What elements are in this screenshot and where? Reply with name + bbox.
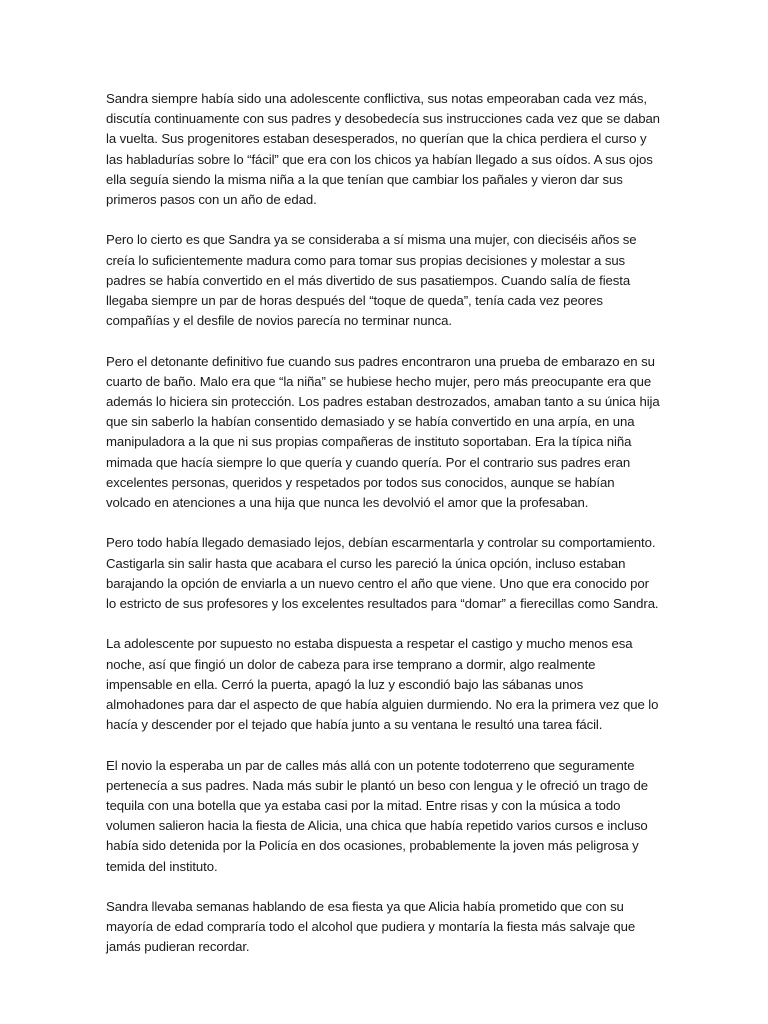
paragraph-7: Sandra llevaba semanas hablando de esa fiesta ya que Alicia había prometido que con su mayoría de edad compraría todo el alcohol que pudiera y montaría la fiesta más salvaje que jamás pudieran recordar. bbox=[106, 899, 636, 955]
document-body bbox=[106, 89, 661, 978]
paragraph-4: Pero todo había llegado demasiado lejos, debían escarmentarla y controlar su comportamiento. Castigarla sin salir hasta que acabara el curso les pareció la única opción, incluso estaban barajando la opción de enviarla a un nuevo centro el año que viene. Uno que era conocido por lo estricto de sus profesores y los excelentes resultados para “domar” a fierecillas como Sandra. bbox=[106, 535, 659, 612]
paragraph-6: El novio la esperaba un par de calles más allá con un potente todoterreno que seguramente pertenecía a sus padres. Nada más subir le plantó un beso con lengua y le ofreció un trago de tequila con una botella que ya estaba casi por la mitad. Entre risas y con la música a todo volumen salieron hacia la fiesta de Alicia, una chica que había repetido varios cursos e incluso había sido detenida por la Policía en dos ocasiones, probablemente la joven más peligrosa y temida del instituto. bbox=[106, 757, 648, 874]
paragraph-2: Pero lo cierto es que Sandra ya se consideraba a sí misma una mujer, con dieciséis años se creía lo suficientemente madura como para tomar sus propias decisiones y molestar a sus padres se había convertido en el más divertido de sus pasatiempos. Cuando salía de fiesta llegaba siempre un par de horas después del “toque de queda”, tenía cada vez peores compañías y el desfile de novios parecía no terminar nunca. bbox=[106, 232, 637, 329]
paragraph-3: Pero el detonante definitivo fue cuando sus padres encontraron una prueba de embarazo en su cuarto de baño. Malo era que “la niña” se hubiese hecho mujer, pero más preocupante era que además lo hiciera sin protección. Los padres estaban destrozados, amaban tanto a su única hija que sin saberlo la habían consentido demasiado y se había convertido en una arpía, en una manipuladora a la que ni sus propias compañeras de instituto soportaban. Era la típica niña mimada que hacía siempre lo que quería y cuando quería. Por el contrario sus padres eran excelentes personas, queridos y respetados por todos sus conocidos, aunque se habían volcado en atenciones a una hija que nunca les devolvió el amor que la profesaban. bbox=[106, 353, 660, 511]
paragraph-1: Sandra siempre había sido una adolescente conflictiva, sus notas empeoraban cada vez más, discutía continuamente con sus padres y desobedecía sus instrucciones cada vez que se daban la vuelta. Sus progenitores estaban desesperados, no querían que la chica perdiera el curso y las habladurías sobre lo “fácil” que era con los chicos ya habían llegado a sus oídos. A sus ojos ella seguía siendo la misma niña a la que tenían que cambiar los pañales y vieron dar sus primeros pasos con un año de edad. bbox=[106, 91, 660, 208]
paragraph-5: La adolescente por supuesto no estaba dispuesta a respetar el castigo y mucho menos esa noche, así que fingió un dolor de cabeza para irse temprano a dormir, algo realmente impensable en ella. Cerró la puerta, apagó la luz y escondió bajo las sábanas unos almohadones para dar el aspecto de que había alguien durmiendo. No era la primera vez que lo hacía y descender por el tejado que había junto a su ventana le resultó una tarea fácil. bbox=[106, 636, 659, 733]
